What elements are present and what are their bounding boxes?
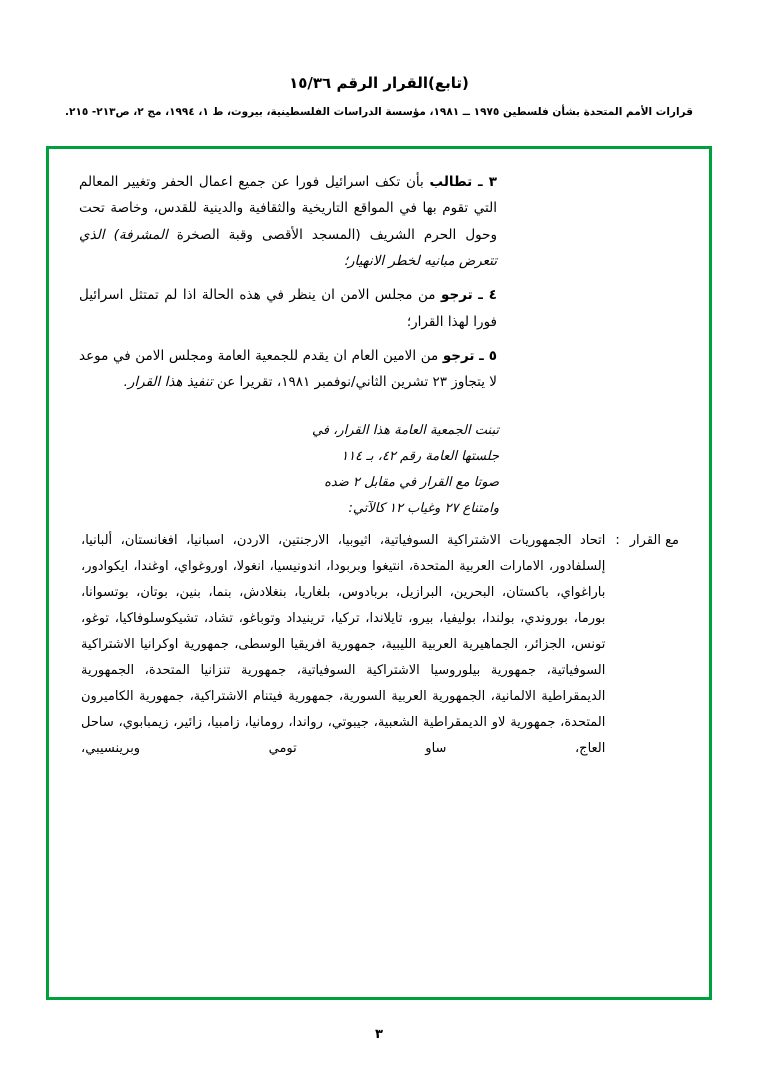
vote-summary-line-2: جلستها العامة رقم ٤٢، بـ ١١٤ [341, 448, 499, 464]
vote-in-favour-colon: : [615, 532, 620, 548]
document-body [79, 169, 679, 987]
clause-3 [79, 169, 679, 274]
page-header [0, 0, 758, 118]
clause-5-keyword: ترجو [442, 347, 475, 364]
document-source-citation: قرارات الأمم المتحدة بشأن فلسطين ١٩٧٥ ــ ١٩٨١، مؤسسة الدراسات الفلسطينية، بيروت، ط ١، ١٩٩٤، مج ٢، ص٢١٣- ٢١٥. [65, 106, 693, 118]
clause-3-text-italic: المشرفة) الذي تتعرض مبانيه لخطر الانهيار؛ [79, 226, 497, 269]
green-border-frame [46, 146, 712, 1000]
vote-in-favour-countries: اتحاد الجمهوريات الاشتراكية السوفياتية، اثيوبيا، الارجنتين، الاردن، اسبانيا، افغانستان، ألبانيا، إلسلفادور، الامارات العربية المتحدة، انتيغوا وبربودا، اندونيسيا، انغولا، اوروغواي، اوغندا، ايكوادور، باراغواي، باكستان، البحرين، البرازيل، بربادوس، بلغاريا، بنغلادش، بنما، بنين، بوتان، بوتسوانا، بورما، بوروندي، بولندا، بوليفيا، بيرو، تايلاندا، تركيا، ترينيداد وتوباغو، تشاد، تشيكوسلوفاكيا، توغو، تونس، الجزائر، الجماهيرية العربية الليبية، جمهورية افريقيا الوسطى، جمهورية اوكرانيا الاشتراكية السوفياتية، جمهورية بيلوروسيا الاشتراكية السوفياتية، جمهورية تنزانيا المتحدة، الجمهورية الديمقراطية الالمانية، الجمهورية العربية السورية، جمهورية فيتنام الاشتراكية، جمهورية الكاميرون المتحدة، جمهورية لاو الديمقراطية الشعبية، جيبوتي، رواندا، رومانيا، زامبيا، زائير، زيمبابوي، ساحل العاج، ساو تومي وبرينسيبي، [81, 532, 606, 756]
clause-3-keyword: تطالب [429, 174, 473, 190]
vote-summary-line-1: تبنت الجمعية العامة هذا القرار، في [311, 422, 499, 438]
clause-3-text: بأن تكف اسرائيل فورا عن جميع اعمال الحفر وتغيير المعالم التي تقوم بها في المواقع التاريخية والثقافية والدينية للقدس، وخاصة تحت وحول الحرم الشريف (المسجد الأقصى وقبة الصخرة [79, 174, 497, 243]
vote-in-favour-label-text: مع القرار [629, 532, 679, 548]
vote-in-favour-label [605, 528, 679, 554]
clause-5-text: من الامين العام ان يقدم للجمعية العامة ومجلس الامن في موعد لا يتجاوز ٢٣ تشرين الثاني/نوفمبر ١٩٨١، تقريرا عن [79, 347, 497, 391]
clause-5 [79, 343, 679, 396]
clause-4-number: ٤ ـ [478, 287, 498, 304]
document-title: (تابع)القرار الرقم ١٥/٣٦ [289, 74, 469, 92]
vote-in-favour-block [79, 528, 679, 762]
page-number: ٣ [375, 1027, 383, 1042]
vote-summary-line-4: وامتناع ٢٧ وغياب ١٢ كالآتي: [348, 500, 499, 516]
vote-summary-line-3: صوتا مع القرار في مقابل ٢ ضده [324, 474, 499, 490]
clause-4-keyword: ترجو [441, 287, 473, 304]
vote-summary [79, 418, 679, 522]
clause-5-number: ٥ ـ [479, 347, 497, 364]
clause-3-number: ٣ ـ [477, 174, 497, 190]
clause-4 [79, 282, 679, 335]
clause-5-text-italic: تنفيذ هذا القرار. [123, 374, 213, 391]
clause-4-text: من مجلس الامن ان ينظر في هذه الحالة اذا لم تمتثل اسرائيل فورا لهذا القرار؛ [79, 287, 497, 330]
